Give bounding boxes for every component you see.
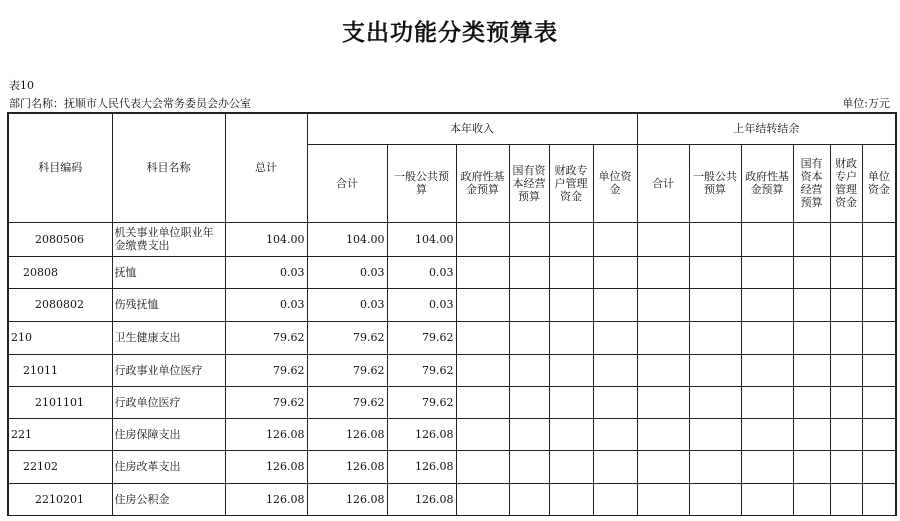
row-subject-code: 221 xyxy=(8,418,112,450)
row-empty-cell xyxy=(830,386,862,418)
row-empty-cell xyxy=(549,256,593,288)
row-subject-code: 2080506 xyxy=(8,222,112,256)
row-subject-name: 住房公积金 xyxy=(112,483,225,515)
row-total: 79.62 xyxy=(225,386,307,418)
row-empty-cell xyxy=(549,354,593,386)
row-empty-cell xyxy=(741,450,793,483)
row-general-budget: 0.03 xyxy=(387,288,456,321)
row-empty-cell xyxy=(456,354,509,386)
row-general-budget: 126.08 xyxy=(387,450,456,483)
row-empty-cell xyxy=(637,450,689,483)
header-prior-col-4: 国有资本经营预算 xyxy=(793,144,830,222)
row-empty-cell xyxy=(509,256,549,288)
row-current-sum: 126.08 xyxy=(307,483,387,515)
row-empty-cell xyxy=(456,256,509,288)
table-row xyxy=(8,483,896,515)
row-subject-code: 20808 xyxy=(8,256,112,288)
row-empty-cell xyxy=(862,386,896,418)
row-total: 126.08 xyxy=(225,483,307,515)
row-empty-cell xyxy=(593,222,637,256)
row-current-sum: 0.03 xyxy=(307,288,387,321)
row-current-sum: 79.62 xyxy=(307,386,387,418)
row-empty-cell xyxy=(593,288,637,321)
row-empty-cell xyxy=(741,321,793,354)
header-prior-col-6: 单位资金 xyxy=(862,144,896,222)
row-empty-cell xyxy=(637,354,689,386)
row-empty-cell xyxy=(793,222,830,256)
row-empty-cell xyxy=(637,483,689,515)
row-empty-cell xyxy=(741,256,793,288)
row-total: 104.00 xyxy=(225,222,307,256)
row-general-budget: 104.00 xyxy=(387,222,456,256)
row-empty-cell xyxy=(793,354,830,386)
table-row xyxy=(8,222,896,256)
table-row xyxy=(8,354,896,386)
row-empty-cell xyxy=(593,256,637,288)
row-subject-code: 22102 xyxy=(8,450,112,483)
row-empty-cell xyxy=(689,321,741,354)
table-number: 表10 xyxy=(9,79,34,92)
row-empty-cell xyxy=(862,450,896,483)
header-total: 总计 xyxy=(225,113,307,222)
row-subject-name: 住房保障支出 xyxy=(112,418,225,450)
row-empty-cell xyxy=(549,483,593,515)
row-general-budget: 0.03 xyxy=(387,256,456,288)
row-empty-cell xyxy=(593,418,637,450)
table-row xyxy=(8,418,896,450)
row-total: 0.03 xyxy=(225,288,307,321)
row-total: 126.08 xyxy=(225,418,307,450)
row-empty-cell xyxy=(830,288,862,321)
row-subject-name: 伤残抚恤 xyxy=(112,288,225,321)
page-title: 支出功能分类预算表 xyxy=(342,20,558,46)
header-current-col-5: 财政专户管理资金 xyxy=(549,144,593,222)
row-empty-cell xyxy=(509,418,549,450)
row-empty-cell xyxy=(637,256,689,288)
row-current-sum: 0.03 xyxy=(307,256,387,288)
row-empty-cell xyxy=(741,386,793,418)
row-empty-cell xyxy=(689,450,741,483)
header-current-col-3: 政府性基金预算 xyxy=(456,144,509,222)
row-subject-code: 2080802 xyxy=(8,288,112,321)
row-empty-cell xyxy=(830,222,862,256)
row-general-budget: 79.62 xyxy=(387,354,456,386)
header-prior-year-carryover: 上年结转结余 xyxy=(637,113,896,144)
row-empty-cell xyxy=(593,450,637,483)
row-empty-cell xyxy=(456,222,509,256)
row-empty-cell xyxy=(509,354,549,386)
row-empty-cell xyxy=(862,483,896,515)
row-empty-cell xyxy=(689,386,741,418)
row-empty-cell xyxy=(793,418,830,450)
header-prior-col-5: 财政专户管理资金 xyxy=(830,144,862,222)
row-subject-name: 住房改革支出 xyxy=(112,450,225,483)
row-current-sum: 126.08 xyxy=(307,450,387,483)
row-empty-cell xyxy=(456,450,509,483)
header-current-col-2: 一般公共预算 xyxy=(387,144,456,222)
row-empty-cell xyxy=(793,483,830,515)
row-empty-cell xyxy=(741,288,793,321)
row-empty-cell xyxy=(793,256,830,288)
row-empty-cell xyxy=(830,256,862,288)
row-empty-cell xyxy=(689,483,741,515)
row-empty-cell xyxy=(689,354,741,386)
table-row xyxy=(8,321,896,354)
row-empty-cell xyxy=(456,288,509,321)
header-prior-col-2: 一般公共预算 xyxy=(689,144,741,222)
row-empty-cell xyxy=(456,386,509,418)
row-current-sum: 104.00 xyxy=(307,222,387,256)
row-empty-cell xyxy=(793,321,830,354)
header-current-col-4: 国有资本经营预算 xyxy=(509,144,549,222)
row-empty-cell xyxy=(637,386,689,418)
row-empty-cell xyxy=(456,418,509,450)
header-current-col-6: 单位资金 xyxy=(593,144,637,222)
row-empty-cell xyxy=(689,222,741,256)
row-total: 79.62 xyxy=(225,354,307,386)
row-empty-cell xyxy=(793,288,830,321)
row-empty-cell xyxy=(830,483,862,515)
row-general-budget: 126.08 xyxy=(387,483,456,515)
row-empty-cell xyxy=(637,288,689,321)
row-subject-name: 机关事业单位职业年金缴费支出 xyxy=(112,222,225,256)
row-empty-cell xyxy=(862,222,896,256)
row-empty-cell xyxy=(830,321,862,354)
row-empty-cell xyxy=(509,386,549,418)
row-empty-cell xyxy=(862,418,896,450)
row-subject-name: 行政单位医疗 xyxy=(112,386,225,418)
row-empty-cell xyxy=(509,450,549,483)
row-empty-cell xyxy=(593,354,637,386)
row-empty-cell xyxy=(793,386,830,418)
row-general-budget: 79.62 xyxy=(387,386,456,418)
table-row xyxy=(8,288,896,321)
row-empty-cell xyxy=(862,256,896,288)
row-empty-cell xyxy=(593,386,637,418)
row-empty-cell xyxy=(637,321,689,354)
row-empty-cell xyxy=(741,222,793,256)
table-row xyxy=(8,256,896,288)
row-current-sum: 79.62 xyxy=(307,321,387,354)
row-empty-cell xyxy=(689,288,741,321)
row-empty-cell xyxy=(741,483,793,515)
row-general-budget: 79.62 xyxy=(387,321,456,354)
row-empty-cell xyxy=(509,222,549,256)
row-total: 79.62 xyxy=(225,321,307,354)
row-empty-cell xyxy=(509,321,549,354)
row-empty-cell xyxy=(549,222,593,256)
row-empty-cell xyxy=(741,354,793,386)
row-current-sum: 79.62 xyxy=(307,354,387,386)
row-empty-cell xyxy=(549,450,593,483)
header-current-year-income: 本年收入 xyxy=(307,113,637,144)
row-empty-cell xyxy=(549,386,593,418)
row-subject-code: 2101101 xyxy=(8,386,112,418)
row-empty-cell xyxy=(549,321,593,354)
row-empty-cell xyxy=(637,418,689,450)
row-total: 0.03 xyxy=(225,256,307,288)
header-current-col-1: 合计 xyxy=(307,144,387,222)
row-subject-code: 210 xyxy=(8,321,112,354)
row-empty-cell xyxy=(456,321,509,354)
row-subject-code: 21011 xyxy=(8,354,112,386)
row-subject-name: 行政事业单位医疗 xyxy=(112,354,225,386)
row-empty-cell xyxy=(456,483,509,515)
table-row xyxy=(8,386,896,418)
row-empty-cell xyxy=(793,450,830,483)
row-empty-cell xyxy=(689,418,741,450)
row-empty-cell xyxy=(593,321,637,354)
department-name: 部门名称：抚顺市人民代表大会常务委员会办公室 xyxy=(9,97,251,110)
header-subject-code: 科目编码 xyxy=(8,113,112,222)
row-empty-cell xyxy=(830,418,862,450)
row-subject-code: 2210201 xyxy=(8,483,112,515)
row-empty-cell xyxy=(593,483,637,515)
row-empty-cell xyxy=(509,483,549,515)
header-subject-name: 科目名称 xyxy=(112,113,225,222)
table-row xyxy=(8,450,896,483)
row-empty-cell xyxy=(741,418,793,450)
row-subject-name: 卫生健康支出 xyxy=(112,321,225,354)
row-empty-cell xyxy=(862,354,896,386)
row-current-sum: 126.08 xyxy=(307,418,387,450)
row-empty-cell xyxy=(862,321,896,354)
row-empty-cell xyxy=(689,256,741,288)
unit-label: 单位:万元 xyxy=(842,97,890,110)
row-empty-cell xyxy=(830,450,862,483)
row-empty-cell xyxy=(549,418,593,450)
row-general-budget: 126.08 xyxy=(387,418,456,450)
row-subject-name: 抚恤 xyxy=(112,256,225,288)
row-empty-cell xyxy=(637,222,689,256)
row-empty-cell xyxy=(549,288,593,321)
row-total: 126.08 xyxy=(225,450,307,483)
header-prior-col-3: 政府性基金预算 xyxy=(741,144,793,222)
budget-table xyxy=(7,112,897,516)
header-prior-col-1: 合计 xyxy=(637,144,689,222)
row-empty-cell xyxy=(862,288,896,321)
row-empty-cell xyxy=(509,288,549,321)
row-empty-cell xyxy=(830,354,862,386)
